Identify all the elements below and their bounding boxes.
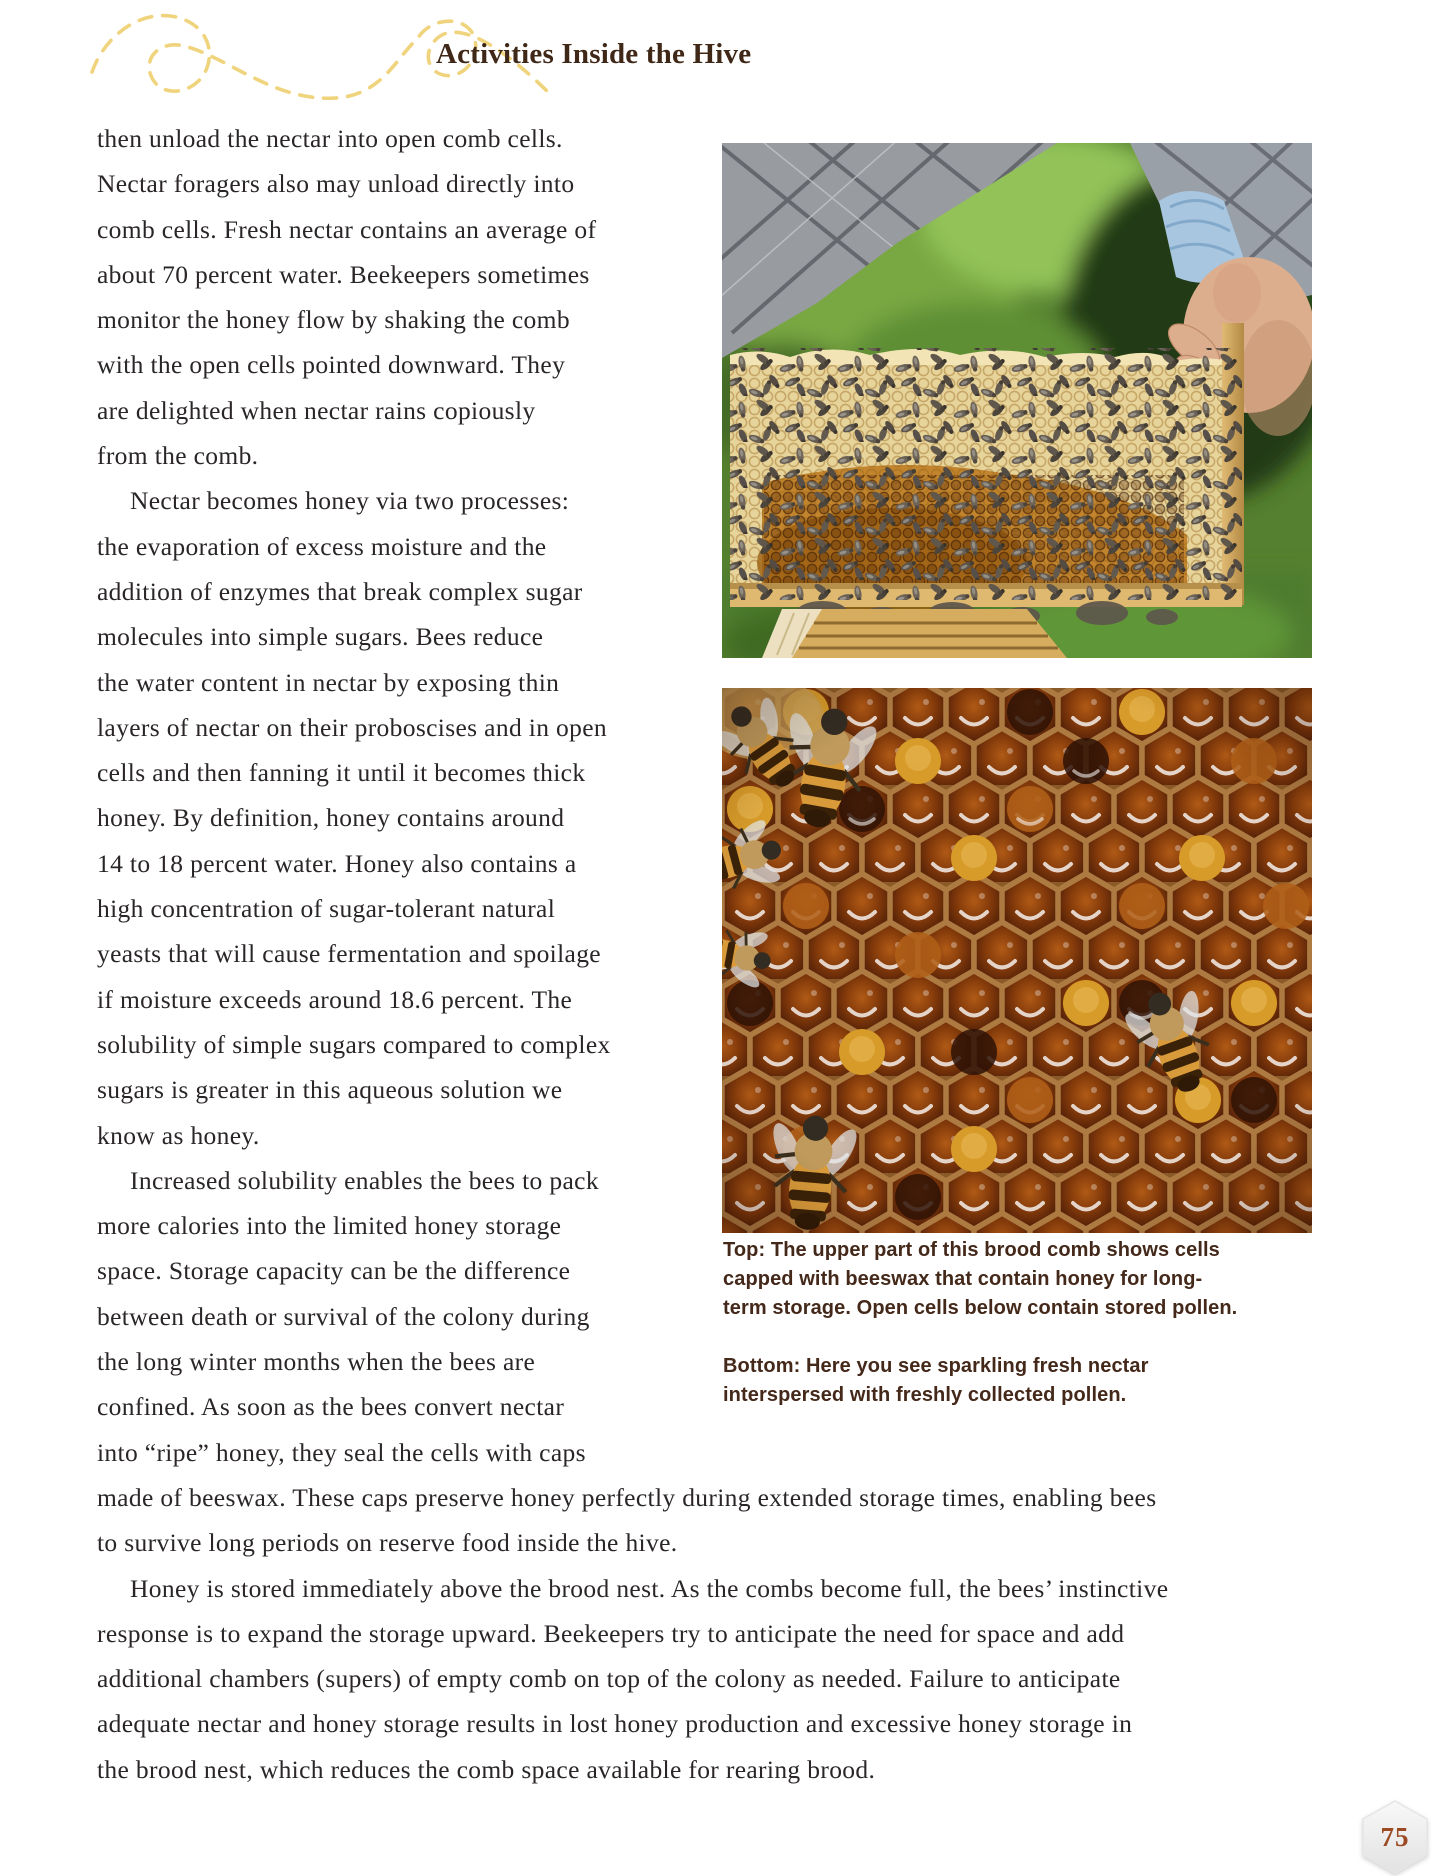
page-title: Activities Inside the Hive <box>436 38 752 70</box>
text-line: yeasts that will cause fermentation and spoilage <box>97 939 601 969</box>
caption-top <box>723 1236 1268 1323</box>
hive-box <box>762 609 1067 658</box>
body-text-fullwidth <box>97 1475 1359 1792</box>
text-line: the water content in nectar by exposing thin <box>97 667 560 697</box>
text-line: into “ripe” honey, they seal the cells with caps <box>97 1437 586 1467</box>
honeycomb-photo-illustration <box>722 688 1312 1233</box>
text-line: comb cells. Fresh nectar contains an average of <box>97 214 597 244</box>
text-line: more calories into the limited honey storage <box>97 1211 562 1241</box>
text-line: Nectar foragers also may unload directly into <box>97 169 575 199</box>
text-line: layers of nectar on their proboscises and in open <box>97 712 607 742</box>
text-line: term storage. Open cells below contain stored pollen. <box>723 1297 1238 1319</box>
text-line: solubility of simple sugars compared to complex <box>97 1029 611 1059</box>
text-line: the brood nest, which reduces the comb space available for rearing brood. <box>97 1754 876 1784</box>
text-line: response is to expand the storage upward. Beekeepers try to anticipate the need for space and add <box>97 1618 1125 1648</box>
text-line: confined. As soon as the bees convert nectar <box>97 1392 565 1422</box>
text-line: high concentration of sugar-tolerant natural <box>97 894 556 924</box>
text-line: addition of enzymes that break complex sugar <box>97 576 583 606</box>
page-number-badge <box>1362 1800 1428 1874</box>
text-line: cells and then fanning it until it becomes thick <box>97 758 586 788</box>
text-line: space. Storage capacity can be the difference <box>97 1256 571 1286</box>
text-line: sugars is greater in this aqueous solution we <box>97 1075 563 1105</box>
page-number: 75 <box>1380 1821 1410 1852</box>
comb-frame <box>730 323 1244 627</box>
caption-bottom <box>723 1352 1268 1410</box>
text-line: interspersed with freshly collected pollen. <box>723 1384 1127 1406</box>
text-line: if moisture exceeds around 18.6 percent. The <box>97 984 573 1014</box>
text-line: are delighted when nectar rains copiously <box>97 395 536 425</box>
body-text-column <box>97 116 697 1475</box>
text-line: the evaporation of excess moisture and the <box>97 531 547 561</box>
text-line: between death or survival of the colony during <box>97 1301 590 1331</box>
photo-beekeeper-comb-frame <box>722 143 1312 658</box>
text-line: the long winter months when the bees are <box>97 1347 536 1377</box>
text-line: from the comb. <box>97 441 259 471</box>
text-line: monitor the honey flow by shaking the comb <box>97 305 570 335</box>
text-line: know as honey. <box>97 1120 260 1150</box>
text-line: Honey is stored immediately above the brood nest. As the combs become full, the bees’ instinctive <box>130 1573 1169 1603</box>
photo-honeycomb-closeup <box>722 688 1312 1233</box>
text-line: Nectar becomes honey via two processes: <box>130 486 570 516</box>
text-line: additional chambers (supers) of empty comb on top of the colony as needed. Failure to anticipate <box>97 1664 1121 1694</box>
text-line: then unload the nectar into open comb cells. <box>97 124 563 153</box>
text-line: molecules into simple sugars. Bees reduce <box>97 622 544 652</box>
text-line: Increased solubility enables the bees to pack <box>130 1165 599 1195</box>
beekeeper-photo-illustration <box>722 143 1312 658</box>
text-line: honey. By definition, honey contains around <box>97 803 565 833</box>
text-line: Bottom: Here you see sparkling fresh nectar <box>723 1355 1149 1377</box>
text-line: to survive long periods on reserve food inside the hive. <box>97 1528 678 1558</box>
text-line: with the open cells pointed downward. They <box>97 350 566 380</box>
text-line: made of beeswax. These caps preserve honey perfectly during extended storage times, enabling bees <box>97 1483 1157 1512</box>
text-line: Top: The upper part of this brood comb shows cells <box>723 1239 1220 1261</box>
text-line: capped with beeswax that contain honey for long- <box>723 1268 1203 1290</box>
text-line: about 70 percent water. Beekeepers sometimes <box>97 259 590 289</box>
text-line: adequate nectar and honey storage results in lost honey production and excessive honey storage in <box>97 1709 1133 1739</box>
text-line: 14 to 18 percent water. Honey also contains a <box>97 848 577 878</box>
